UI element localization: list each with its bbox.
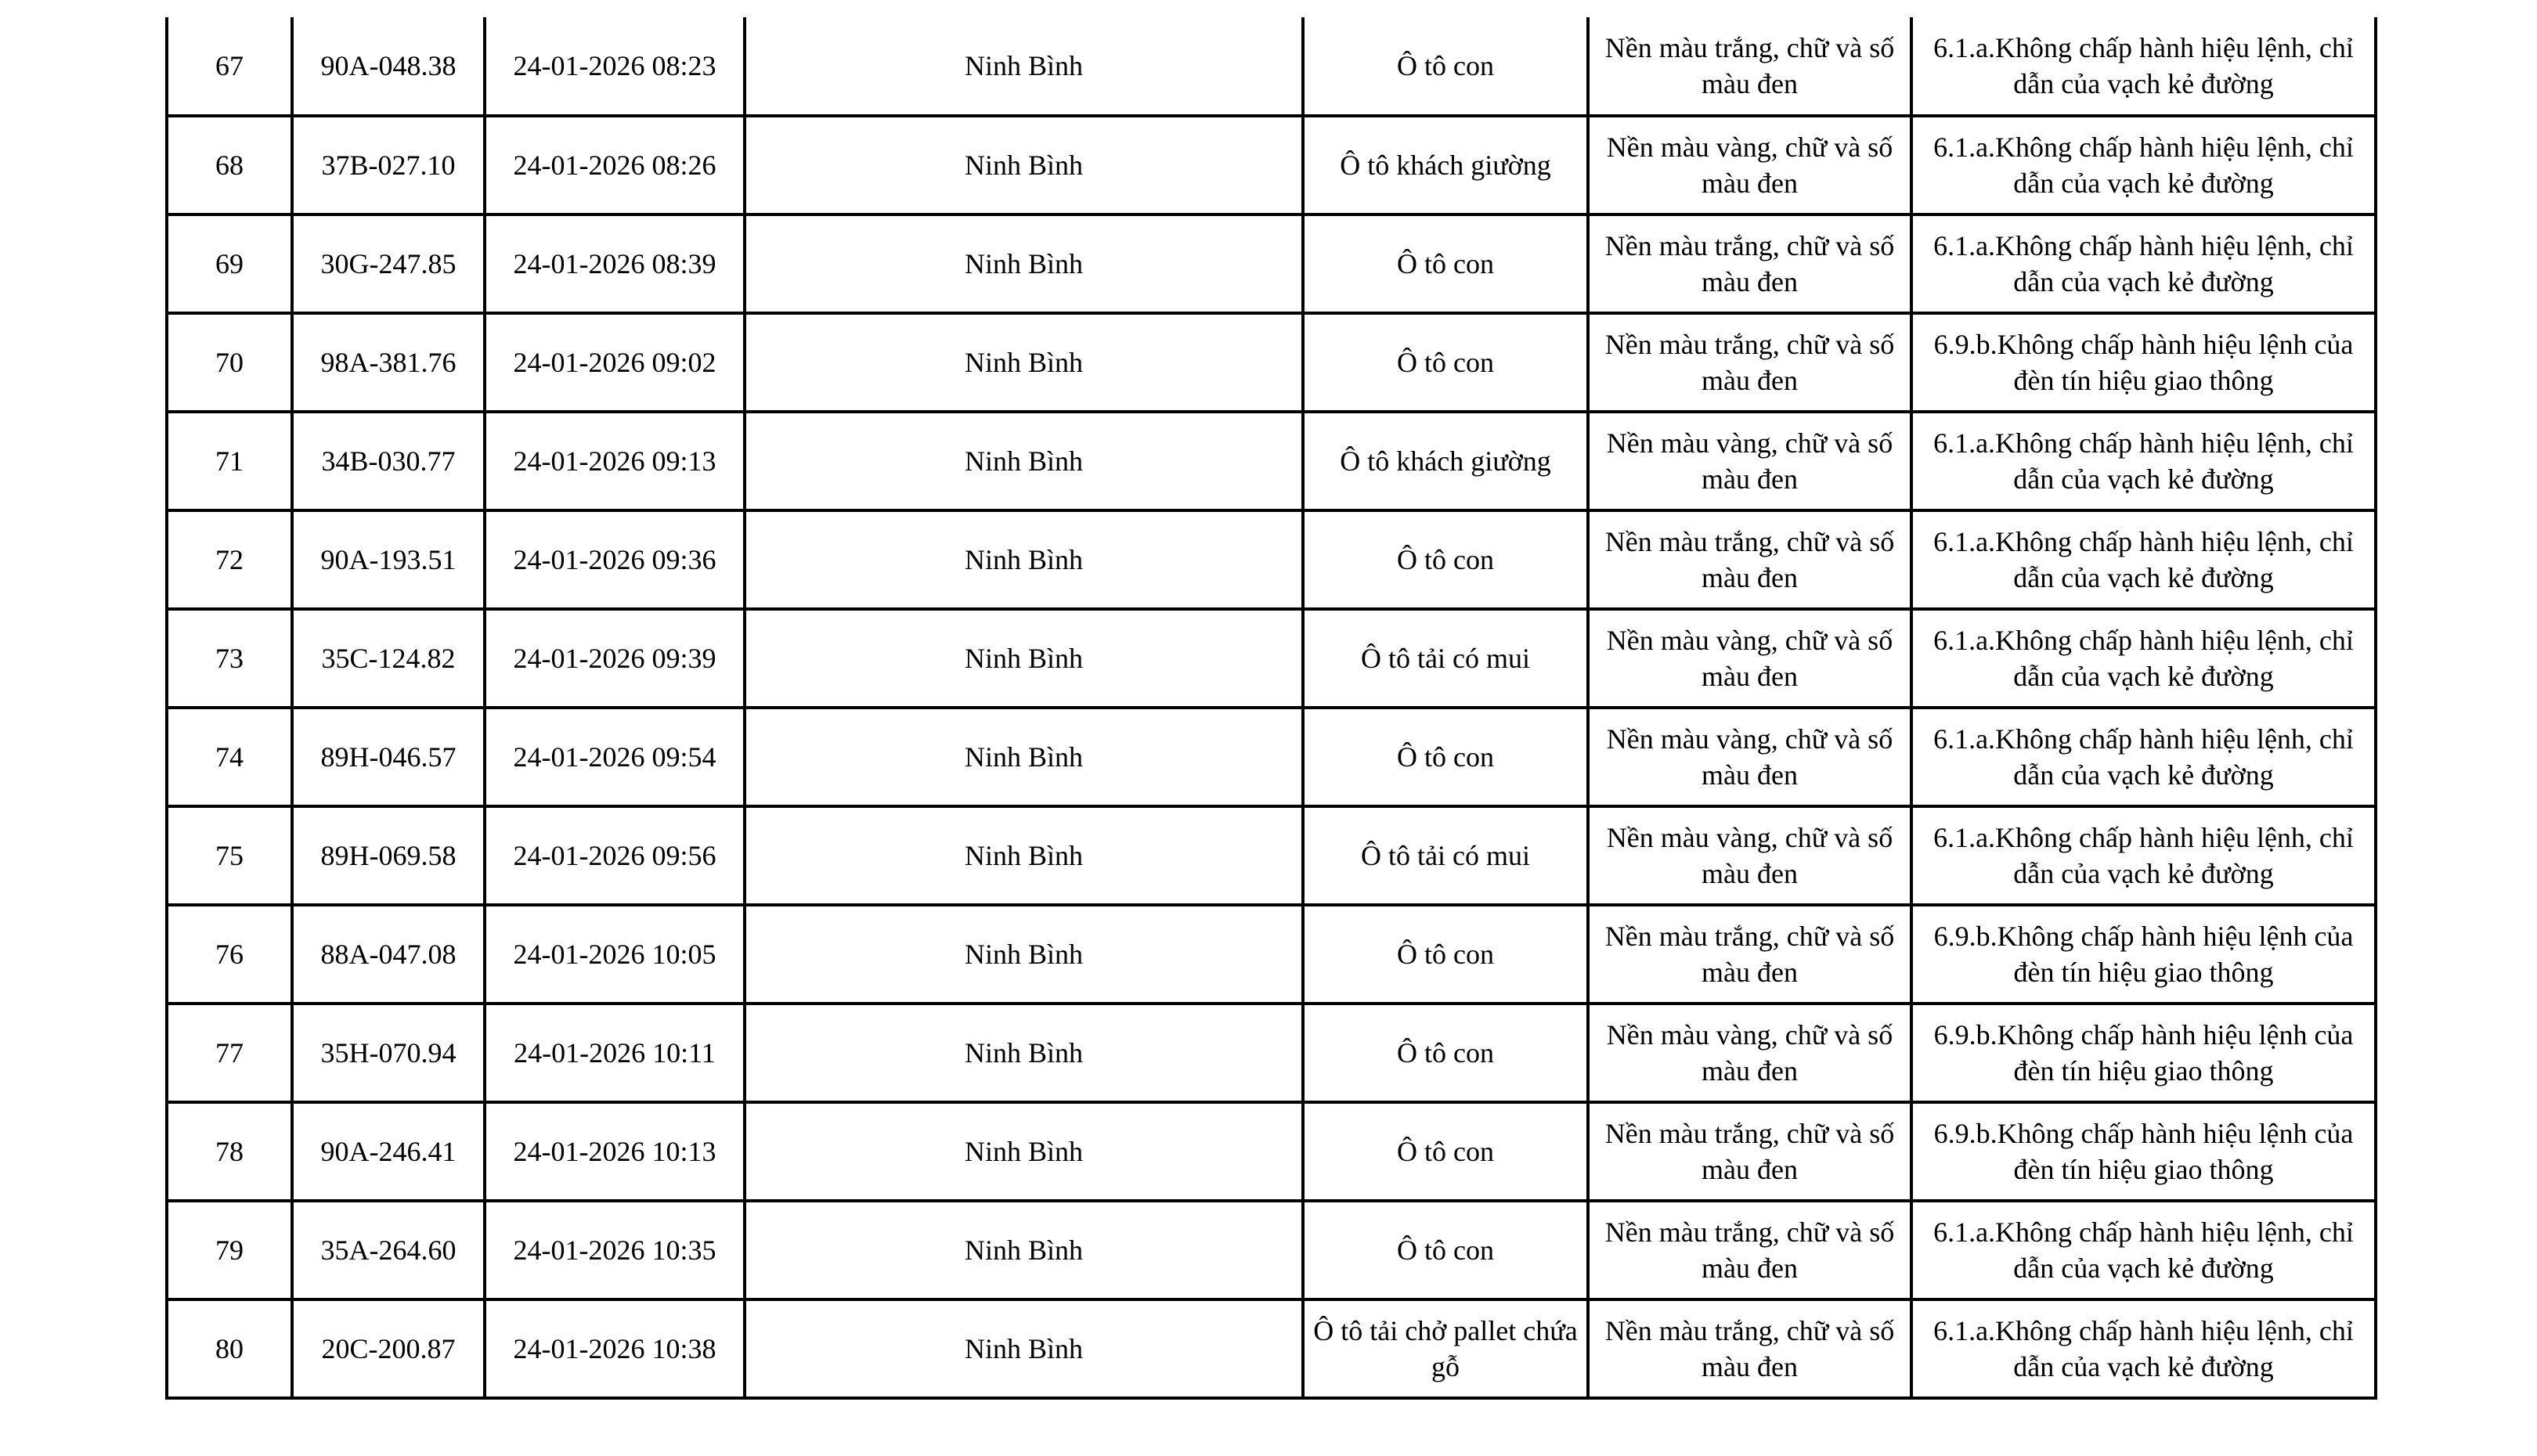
plate-color-cell-line-2: màu đen bbox=[1702, 1252, 1798, 1284]
violation-time-cell: 24-01-2026 09:56 bbox=[485, 806, 745, 905]
license-plate-cell: 90A-246.41 bbox=[292, 1102, 485, 1201]
vehicle-type-cell: Ô tô con bbox=[1303, 17, 1588, 116]
violation-description-cell-line-1: 6.1.a.Không chấp hành hiệu lệnh, chỉ bbox=[1933, 230, 2354, 261]
violation-description-cell-line-2: dẫn của vạch kẻ đường bbox=[2013, 168, 2274, 199]
violation-time-cell: 24-01-2026 09:36 bbox=[485, 510, 745, 609]
violation-description-cell-line-2: đèn tín hiệu giao thông bbox=[2013, 365, 2274, 396]
plate-color-cell bbox=[1588, 313, 1911, 412]
violation-description-cell bbox=[1911, 412, 2376, 510]
violation-time-cell: 24-01-2026 09:13 bbox=[485, 412, 745, 510]
plate-color-cell-line-1: Nền màu trắng, chữ và số bbox=[1604, 329, 1895, 360]
row-number-cell: 78 bbox=[167, 1102, 292, 1201]
violation-description-cell-line-1: 6.1.a.Không chấp hành hiệu lệnh, chỉ bbox=[1933, 427, 2354, 459]
location-cell: Ninh Bình bbox=[745, 609, 1303, 708]
vehicle-type-cell: Ô tô khách giường bbox=[1303, 412, 1588, 510]
license-plate-cell: 30G-247.85 bbox=[292, 214, 485, 313]
location-cell: Ninh Bình bbox=[745, 1102, 1303, 1201]
violation-description-cell-line-1: 6.1.a.Không chấp hành hiệu lệnh, chỉ bbox=[1933, 723, 2354, 755]
table-row bbox=[167, 708, 2376, 806]
violation-description-cell bbox=[1911, 806, 2376, 905]
table-row bbox=[167, 1102, 2376, 1201]
vehicle-type-cell: Ô tô con bbox=[1303, 1102, 1588, 1201]
plate-color-cell bbox=[1588, 905, 1911, 1004]
row-number-cell: 71 bbox=[167, 412, 292, 510]
plate-color-cell bbox=[1588, 1004, 1911, 1102]
location-cell: Ninh Bình bbox=[745, 1004, 1303, 1102]
row-number-cell: 68 bbox=[167, 116, 292, 214]
plate-color-cell-line-1: Nền màu trắng, chữ và số bbox=[1604, 526, 1895, 557]
table-row bbox=[167, 1299, 2376, 1398]
plate-color-cell bbox=[1588, 609, 1911, 708]
table-row bbox=[167, 313, 2376, 412]
violation-description-cell-line-1: 6.9.b.Không chấp hành hiệu lệnh của bbox=[1933, 921, 2354, 952]
plate-color-cell-line-2: màu đen bbox=[1702, 168, 1798, 199]
plate-color-cell bbox=[1588, 708, 1911, 806]
vehicle-type-cell: Ô tô tải có mui bbox=[1303, 806, 1588, 905]
violation-description-cell bbox=[1911, 609, 2376, 708]
violation-description-cell bbox=[1911, 1004, 2376, 1102]
table-row bbox=[167, 1201, 2376, 1299]
table-row bbox=[167, 116, 2376, 214]
license-plate-cell: 90A-048.38 bbox=[292, 17, 485, 116]
license-plate-cell: 34B-030.77 bbox=[292, 412, 485, 510]
violation-time-cell: 24-01-2026 10:35 bbox=[485, 1201, 745, 1299]
plate-color-cell-line-2: màu đen bbox=[1702, 858, 1798, 889]
violation-description-cell-line-2: dẫn của vạch kẻ đường bbox=[2013, 1252, 2274, 1284]
license-plate-cell: 35H-070.94 bbox=[292, 1004, 485, 1102]
vehicle-type-cell: Ô tô con bbox=[1303, 214, 1588, 313]
violation-time-cell: 24-01-2026 08:23 bbox=[485, 17, 745, 116]
plate-color-cell-line-2: màu đen bbox=[1702, 1351, 1798, 1382]
plate-color-cell bbox=[1588, 806, 1911, 905]
plate-color-cell-line-2: màu đen bbox=[1702, 266, 1798, 297]
plate-color-cell-line-2: màu đen bbox=[1702, 365, 1798, 396]
row-number-cell: 72 bbox=[167, 510, 292, 609]
violation-description-cell bbox=[1911, 116, 2376, 214]
plate-color-cell-line-1: Nền màu trắng, chữ và số bbox=[1604, 1216, 1895, 1248]
violation-description-cell-line-1: 6.1.a.Không chấp hành hiệu lệnh, chỉ bbox=[1933, 822, 2354, 853]
violations-table bbox=[165, 17, 2377, 1400]
location-cell: Ninh Bình bbox=[745, 1299, 1303, 1398]
plate-color-cell-line-1: Nền màu vàng, chữ và số bbox=[1606, 1019, 1893, 1051]
plate-color-cell-line-1: Nền màu trắng, chữ và số bbox=[1604, 32, 1895, 63]
vehicle-type-cell: Ô tô con bbox=[1303, 510, 1588, 609]
license-plate-cell: 35A-264.60 bbox=[292, 1201, 485, 1299]
violation-description-cell-line-2: đèn tín hiệu giao thông bbox=[2013, 957, 2274, 988]
vehicle-type-cell: Ô tô tải chở pallet chứa gỗ bbox=[1303, 1299, 1588, 1398]
violation-description-cell-line-2: dẫn của vạch kẻ đường bbox=[2013, 266, 2274, 297]
plate-color-cell-line-1: Nền màu vàng, chữ và số bbox=[1606, 427, 1893, 459]
location-cell: Ninh Bình bbox=[745, 412, 1303, 510]
plate-color-cell-line-2: màu đen bbox=[1702, 661, 1798, 692]
license-plate-cell: 98A-381.76 bbox=[292, 313, 485, 412]
plate-color-cell-line-2: màu đen bbox=[1702, 759, 1798, 791]
violation-time-cell: 24-01-2026 09:54 bbox=[485, 708, 745, 806]
violation-description-cell bbox=[1911, 905, 2376, 1004]
plate-color-cell bbox=[1588, 1102, 1911, 1201]
violation-time-cell: 24-01-2026 10:05 bbox=[485, 905, 745, 1004]
violation-description-cell-line-1: 6.1.a.Không chấp hành hiệu lệnh, chỉ bbox=[1933, 1315, 2354, 1346]
plate-color-cell-line-1: Nền màu vàng, chữ và số bbox=[1606, 822, 1893, 853]
table-row bbox=[167, 510, 2376, 609]
violation-description-cell bbox=[1911, 510, 2376, 609]
table-body bbox=[167, 17, 2376, 1398]
violation-description-cell-line-1: 6.1.a.Không chấp hành hiệu lệnh, chỉ bbox=[1933, 526, 2354, 557]
plate-color-cell-line-2: màu đen bbox=[1702, 562, 1798, 593]
plate-color-cell-line-2: màu đen bbox=[1702, 1055, 1798, 1087]
violation-description-cell-line-2: dẫn của vạch kẻ đường bbox=[2013, 1351, 2274, 1382]
plate-color-cell-line-1: Nền màu trắng, chữ và số bbox=[1604, 921, 1895, 952]
violation-description-cell-line-2: đèn tín hiệu giao thông bbox=[2013, 1055, 2274, 1087]
violation-description-cell bbox=[1911, 313, 2376, 412]
plate-color-cell bbox=[1588, 214, 1911, 313]
location-cell: Ninh Bình bbox=[745, 806, 1303, 905]
row-number-cell: 70 bbox=[167, 313, 292, 412]
violation-description-cell bbox=[1911, 214, 2376, 313]
row-number-cell: 80 bbox=[167, 1299, 292, 1398]
violation-description-cell-line-1: 6.1.a.Không chấp hành hiệu lệnh, chỉ bbox=[1933, 625, 2354, 656]
violation-description-cell-line-1: 6.1.a.Không chấp hành hiệu lệnh, chỉ bbox=[1933, 132, 2354, 163]
plate-color-cell-line-2: màu đen bbox=[1702, 957, 1798, 988]
row-number-cell: 79 bbox=[167, 1201, 292, 1299]
row-number-cell: 69 bbox=[167, 214, 292, 313]
table-row bbox=[167, 609, 2376, 708]
plate-color-cell-line-1: Nền màu vàng, chữ và số bbox=[1606, 625, 1893, 656]
violation-description-cell-line-1: 6.9.b.Không chấp hành hiệu lệnh của bbox=[1933, 329, 2354, 360]
vehicle-type-cell: Ô tô khách giường bbox=[1303, 116, 1588, 214]
violation-time-cell: 24-01-2026 10:38 bbox=[485, 1299, 745, 1398]
plate-color-cell-line-2: màu đen bbox=[1702, 463, 1798, 495]
row-number-cell: 73 bbox=[167, 609, 292, 708]
plate-color-cell-line-1: Nền màu trắng, chữ và số bbox=[1604, 1315, 1895, 1346]
row-number-cell: 75 bbox=[167, 806, 292, 905]
location-cell: Ninh Bình bbox=[745, 708, 1303, 806]
plate-color-cell bbox=[1588, 1299, 1911, 1398]
violation-description-cell-line-2: dẫn của vạch kẻ đường bbox=[2013, 68, 2274, 99]
location-cell: Ninh Bình bbox=[745, 905, 1303, 1004]
violation-description-cell-line-2: đèn tín hiệu giao thông bbox=[2013, 1154, 2274, 1185]
plate-color-cell bbox=[1588, 116, 1911, 214]
plate-color-cell-line-1: Nền màu vàng, chữ và số bbox=[1606, 723, 1893, 755]
row-number-cell: 77 bbox=[167, 1004, 292, 1102]
table-row bbox=[167, 17, 2376, 116]
violation-time-cell: 24-01-2026 08:26 bbox=[485, 116, 745, 214]
table-row bbox=[167, 806, 2376, 905]
vehicle-type-cell: Ô tô tải có mui bbox=[1303, 609, 1588, 708]
table-row bbox=[167, 905, 2376, 1004]
location-cell: Ninh Bình bbox=[745, 313, 1303, 412]
violation-description-cell-line-2: dẫn của vạch kẻ đường bbox=[2013, 463, 2274, 495]
license-plate-cell: 20C-200.87 bbox=[292, 1299, 485, 1398]
violation-description-cell-line-1: 6.9.b.Không chấp hành hiệu lệnh của bbox=[1933, 1118, 2354, 1149]
violation-time-cell: 24-01-2026 08:39 bbox=[485, 214, 745, 313]
violation-description-cell-line-2: dẫn của vạch kẻ đường bbox=[2013, 661, 2274, 692]
license-plate-cell: 89H-046.57 bbox=[292, 708, 485, 806]
license-plate-cell: 90A-193.51 bbox=[292, 510, 485, 609]
location-cell: Ninh Bình bbox=[745, 214, 1303, 313]
violation-description-cell-line-1: 6.9.b.Không chấp hành hiệu lệnh của bbox=[1933, 1019, 2354, 1051]
violation-description-cell bbox=[1911, 17, 2376, 116]
plate-color-cell bbox=[1588, 17, 1911, 116]
license-plate-cell: 35C-124.82 bbox=[292, 609, 485, 708]
violation-description-cell-line-1: 6.1.a.Không chấp hành hiệu lệnh, chỉ bbox=[1933, 32, 2354, 63]
plate-color-cell-line-1: Nền màu vàng, chữ và số bbox=[1606, 132, 1893, 163]
violation-time-cell: 24-01-2026 09:02 bbox=[485, 313, 745, 412]
vehicle-type-cell: Ô tô con bbox=[1303, 905, 1588, 1004]
violation-time-cell: 24-01-2026 09:39 bbox=[485, 609, 745, 708]
row-number-cell: 67 bbox=[167, 17, 292, 116]
plate-color-cell-line-2: màu đen bbox=[1702, 68, 1798, 99]
location-cell: Ninh Bình bbox=[745, 1201, 1303, 1299]
plate-color-cell bbox=[1588, 510, 1911, 609]
vehicle-type-cell: Ô tô con bbox=[1303, 1201, 1588, 1299]
violation-description-cell-line-2: dẫn của vạch kẻ đường bbox=[2013, 858, 2274, 889]
table-row bbox=[167, 1004, 2376, 1102]
license-plate-cell: 37B-027.10 bbox=[292, 116, 485, 214]
location-cell: Ninh Bình bbox=[745, 116, 1303, 214]
plate-color-cell bbox=[1588, 412, 1911, 510]
row-number-cell: 76 bbox=[167, 905, 292, 1004]
violation-description-cell bbox=[1911, 708, 2376, 806]
row-number-cell: 74 bbox=[167, 708, 292, 806]
violation-time-cell: 24-01-2026 10:13 bbox=[485, 1102, 745, 1201]
license-plate-cell: 89H-069.58 bbox=[292, 806, 485, 905]
violation-description-cell bbox=[1911, 1201, 2376, 1299]
plate-color-cell-line-1: Nền màu trắng, chữ và số bbox=[1604, 1118, 1895, 1149]
location-cell: Ninh Bình bbox=[745, 17, 1303, 116]
license-plate-cell: 88A-047.08 bbox=[292, 905, 485, 1004]
violation-description-cell bbox=[1911, 1299, 2376, 1398]
violation-description-cell-line-1: 6.1.a.Không chấp hành hiệu lệnh, chỉ bbox=[1933, 1216, 2354, 1248]
table-row bbox=[167, 412, 2376, 510]
plate-color-cell-line-1: Nền màu trắng, chữ và số bbox=[1604, 230, 1895, 261]
plate-color-cell-line-2: màu đen bbox=[1702, 1154, 1798, 1185]
vehicle-type-cell: Ô tô con bbox=[1303, 313, 1588, 412]
vehicle-type-cell: Ô tô con bbox=[1303, 708, 1588, 806]
violation-description-cell-line-2: dẫn của vạch kẻ đường bbox=[2013, 759, 2274, 791]
vehicle-type-cell: Ô tô con bbox=[1303, 1004, 1588, 1102]
plate-color-cell bbox=[1588, 1201, 1911, 1299]
violation-description-cell-line-2: dẫn của vạch kẻ đường bbox=[2013, 562, 2274, 593]
table-row bbox=[167, 214, 2376, 313]
violation-description-cell bbox=[1911, 1102, 2376, 1201]
violation-time-cell: 24-01-2026 10:11 bbox=[485, 1004, 745, 1102]
location-cell: Ninh Bình bbox=[745, 510, 1303, 609]
